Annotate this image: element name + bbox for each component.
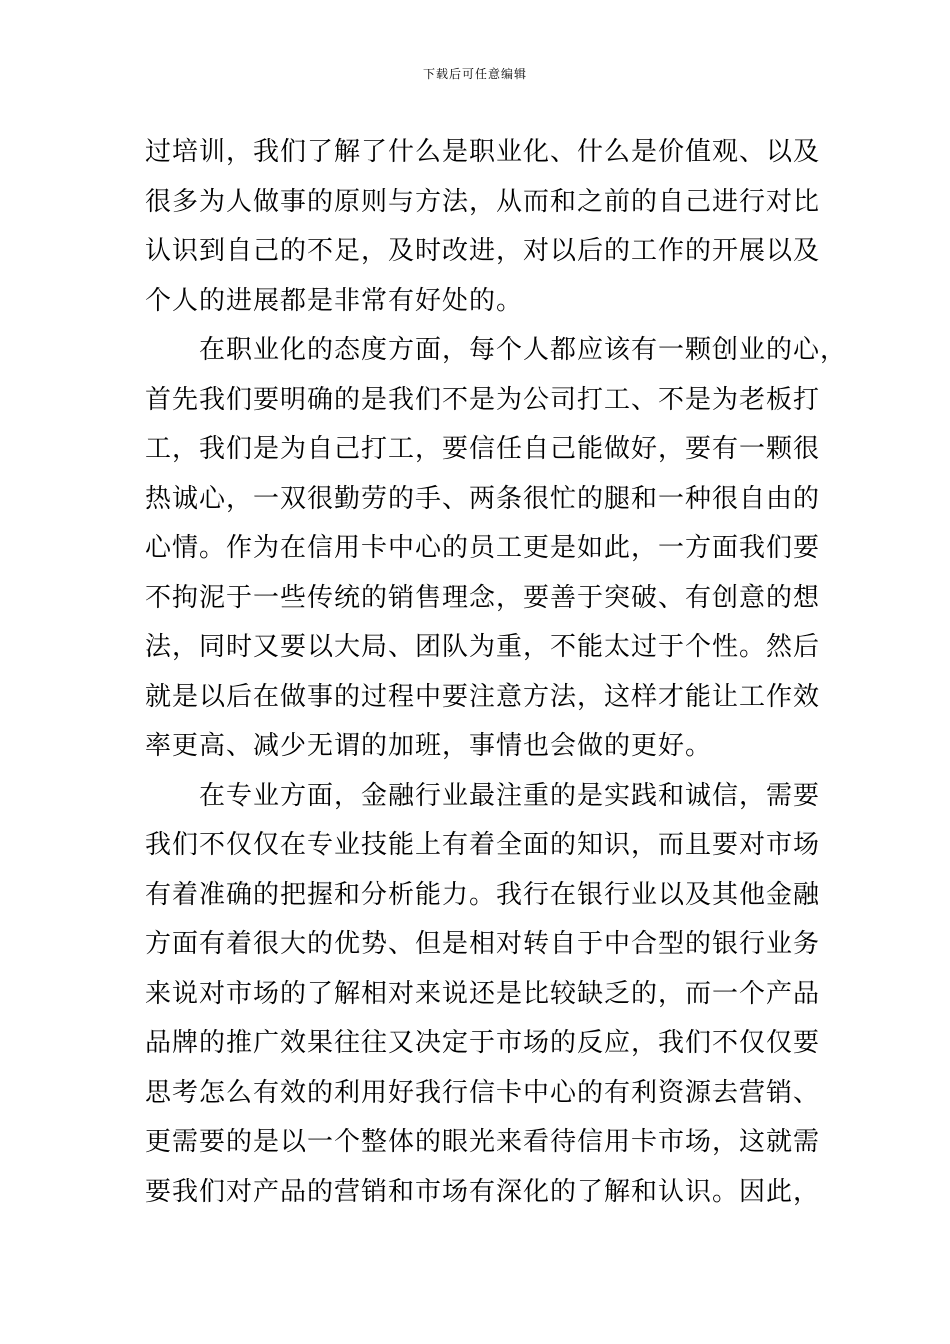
text-line: 我们不仅仅在专业技能上有着全面的知识，而且要对市场 xyxy=(145,830,821,860)
paragraph-first-line: 在职业化的态度方面，每个人都应该有一颗创业的心， xyxy=(199,335,848,365)
page-header-note: 下载后可任意编辑 xyxy=(422,67,527,81)
text-line: 要我们对产品的营销和市场有深化的了解和认识。因此， xyxy=(145,1176,821,1207)
text-line: 很多为人做事的原则与方法，从而和之前的自己进行对比 xyxy=(145,186,821,217)
text-line: 就是以后在做事的过程中要注意方法，这样才能让工作效 xyxy=(145,681,821,712)
text-line: 过培训，我们了解了什么是职业化、什么是价值观、以及 xyxy=(145,137,821,167)
text-line: 有着准确的把握和分析能力。我行在银行业以及其他金融 xyxy=(145,879,821,910)
text-line: 首先我们要明确的是我们不是为公司打工、不是为老板打 xyxy=(145,384,821,415)
text-line: 工，我们是为自己打工，要信任自己能做好，要有一颗很 xyxy=(145,434,821,464)
text-line: 认识到自己的不足，及时改进，对以后的工作的开展以及 xyxy=(145,236,821,266)
text-line: 来说对市场的了解相对来说还是比较缺乏的，而一个产品 xyxy=(145,978,821,1009)
text-line: 方面有着很大的优势、但是相对转自于中合型的银行业务 xyxy=(145,929,821,959)
text-line: 思考怎么有效的利用好我行信卡中心的有利资源去营销、 xyxy=(145,1077,821,1108)
text-line: 不拘泥于一些传统的销售理念，要善于突破、有创意的想 xyxy=(145,582,821,613)
text-line: 法，同时又要以大局、团队为重，不能太过于个性。然后 xyxy=(145,632,821,662)
text-line: 更需要的是以一个整体的眼光来看待信用卡市场，这就需 xyxy=(145,1127,821,1157)
text-line: 热诚心，一双很勤劳的手、两条很忙的腿和一种很自由的 xyxy=(145,483,821,514)
text-line: 品牌的推广效果往往又决定于市场的反应，我们不仅仅要 xyxy=(145,1028,821,1058)
text-line: 率更高、减少无谓的加班，事情也会做的更好。 xyxy=(145,731,713,761)
paragraph-first-line: 在专业方面，金融行业最注重的是实践和诚信，需要 xyxy=(199,780,821,811)
text-line: 个人的进展都是非常有好处的。 xyxy=(145,285,524,316)
text-line: 心情。作为在信用卡中心的员工更是如此，一方面我们要 xyxy=(145,533,821,563)
document-body xyxy=(145,128,848,1217)
